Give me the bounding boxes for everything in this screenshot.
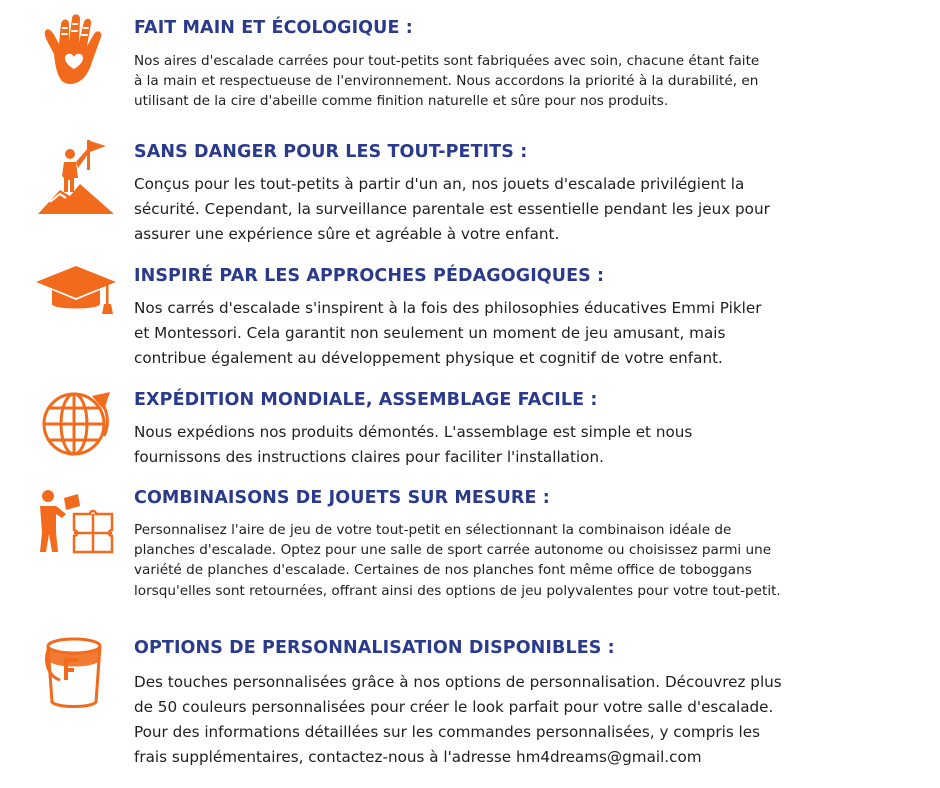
body-line: contribue également au développement physique et cognitif de votre enfant. — [134, 349, 723, 367]
body-line: frais supplémentaires, contactez-nous à l'adresse hm4dreams@gmail.com — [134, 748, 702, 766]
section-title: EXPÉDITION MONDIALE, ASSEMBLAGE FACILE : — [134, 390, 598, 410]
section-title: OPTIONS DE PERSONNALISATION DISPONIBLES : — [134, 638, 615, 658]
body-line: Conçus pour les tout-petits à partir d'un an, nos jouets d'escalade privilégient la — [134, 175, 745, 193]
section-body — [134, 296, 924, 371]
hand-heart-icon — [34, 14, 118, 96]
paint-bucket-icon — [36, 632, 116, 712]
section-title: FAIT MAIN ET ÉCOLOGIQUE : — [134, 18, 413, 38]
section-body — [134, 51, 924, 112]
body-line: planches d'escalade. Optez pour une salle de sport carrée autonome ou choisissez parmi une — [134, 542, 772, 559]
body-line: sécurité. Cependant, la surveillance parentale est essentielle pendant les jeux pour — [134, 200, 770, 218]
body-line: variété de planches d'escalade. Certaines de nos planches font même office de toboggans — [134, 562, 752, 579]
section-body — [134, 420, 924, 470]
summit-flag-icon — [36, 138, 116, 218]
section-title: COMBINAISONS DE JOUETS SUR MESURE : — [134, 488, 550, 508]
person-puzzle-icon — [36, 488, 116, 568]
body-line: Nos aires d'escalade carrées pour tout-petits sont fabriquées avec soin, chacune étant faite — [134, 53, 760, 69]
body-line: et Montessori. Cela garantit non seulement un moment de jeu amusant, mais — [134, 324, 726, 342]
body-line: Personnalisez l'aire de jeu de votre tout-petit en sélectionnant la combinaison idéale de — [134, 522, 732, 538]
body-line: lorsqu'elles sont retournées, offrant ainsi des options de jeu polyvalentes pour votre tout-petit. — [134, 582, 781, 599]
graduation-cap-icon — [36, 260, 116, 340]
section-body — [134, 520, 924, 601]
body-line: Nos carrés d'escalade s'inspirent à la fois des philosophies éducatives Emmi Pikler — [134, 299, 762, 317]
body-line: fournissons des instructions claires pour faciliter l'installation. — [134, 448, 604, 466]
globe-shipping-icon — [36, 384, 116, 464]
section-body — [134, 670, 924, 770]
body-line: à la main et respectueuse de l'environnement. Nous accordons la priorité à la durabilité, en — [134, 73, 759, 90]
body-line: Nous expédions nos produits démontés. L'assemblage est simple et nous — [134, 423, 693, 441]
body-line: de 50 couleurs personnalisées pour créer le look parfait pour votre salle d'escalade. — [134, 698, 774, 716]
body-line: Des touches personnalisées grâce à nos options de personnalisation. Découvrez plus — [134, 673, 782, 691]
section-title: INSPIRÉ PAR LES APPROCHES PÉDAGOGIQUES : — [134, 266, 605, 286]
body-line: assurer une expérience sûre et agréable à votre enfant. — [134, 225, 560, 243]
body-line: utilisant de la cire d'abeille comme finition naturelle et sûre pour nos produits. — [134, 93, 669, 110]
body-line: Pour des informations détaillées sur les commandes personnalisées, y compris les — [134, 723, 761, 741]
section-title: SANS DANGER POUR LES TOUT-PETITS : — [134, 142, 528, 162]
section-body — [134, 172, 924, 247]
